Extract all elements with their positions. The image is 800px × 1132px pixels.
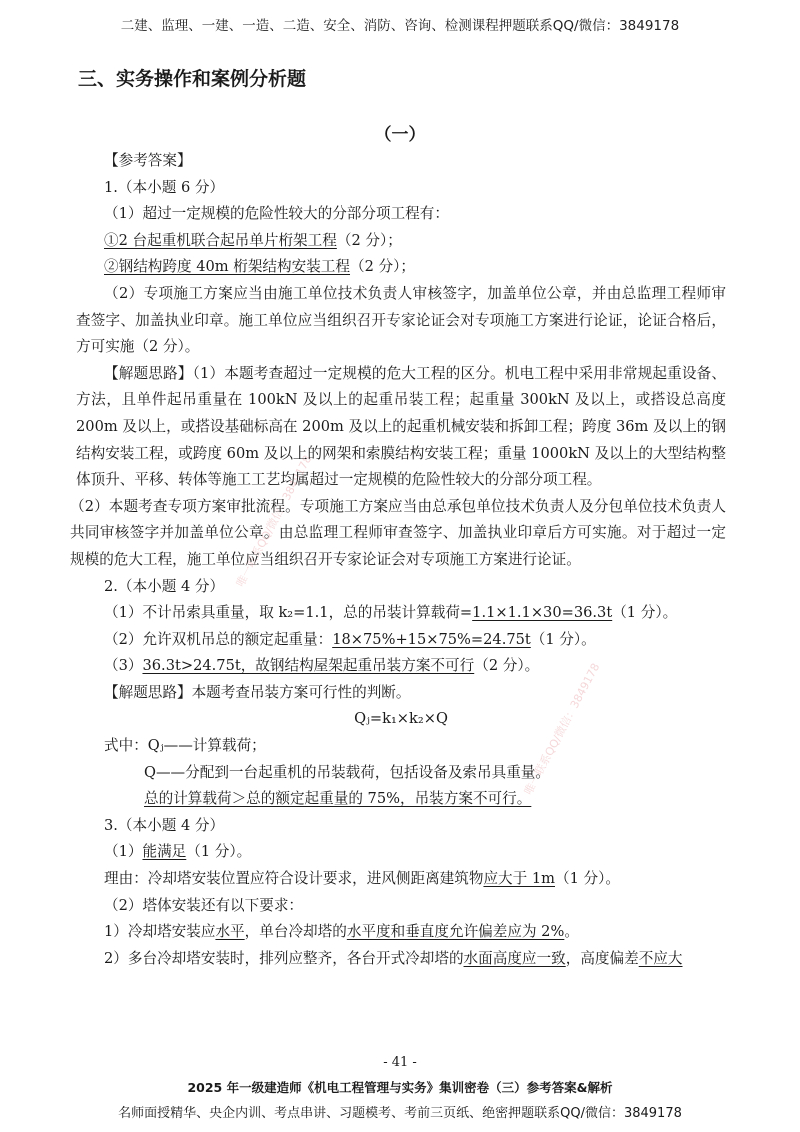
question-1-heading: 1.（本小题 6 分） (104, 178, 225, 196)
underlined-text: 能满足 (142, 843, 187, 861)
paragraph (76, 254, 726, 281)
underlined-text: 水平 (215, 923, 245, 941)
underlined-text: 水面高度应一致 (463, 949, 566, 967)
text: （1 分）。 (530, 630, 596, 648)
text: （2 分）。 (474, 657, 540, 675)
text: （2）允许双机吊总的额定起重量： (104, 630, 333, 648)
section-title: 三、实务操作和案例分析题 (78, 68, 307, 90)
text: 。 (564, 923, 579, 941)
text: （2 分）； (350, 258, 416, 276)
paragraph (76, 600, 726, 627)
paragraph (76, 786, 726, 813)
analysis-paragraph: （2）本题考查专项方案审批流程。专项施工方案应当由总承包单位技术负责人及分包单位技术负责人共同审核签字并加盖单位公章。由总监理工程师审查签字、加盖执业印章后方可实施。对于超过一定规模的危大工程，施工单位应当组织召开专家论证会对专项施工方案进行论证。 (70, 497, 726, 568)
page-number: - 41 - (383, 1055, 417, 1070)
paragraph: （2）塔体安装还有以下要求： (104, 896, 304, 914)
text: ，单台冷却塔的 (244, 923, 347, 941)
paragraph (76, 228, 726, 255)
text: （2 分）； (336, 231, 402, 249)
footer-contact: 名师面授精华、央企内训、考点串讲、习题模考、考前三页纸、绝密押题联系QQ/微信：3849178 (118, 1106, 682, 1121)
paragraph: （2）专项施工方案应当由施工单位技术负责人审核签字，加盖单位公章，并由总监理工程师审查签字、加盖执业印章。施工单位应当组织召开专家论证会对专项施工方案进行论证，论证合格后，方可实施（2 分）。 (76, 284, 726, 356)
answer-heading: 【参考答案】 (104, 152, 192, 169)
underlined-text: 总的计算载荷＞总的额定起重量的 75%，吊装方案不可行。 (144, 790, 532, 808)
analysis-paragraph: 【解题思路】本题考查吊装方案可行性的判断。 (104, 683, 411, 701)
underlined-text: ②钢结构跨度 40m 桁架结构安装工程 (104, 258, 351, 276)
question-2-heading: 2.（本小题 4 分） (104, 577, 225, 595)
paragraph (76, 946, 726, 973)
question-3-heading: 3.（本小题 4 分） (104, 816, 225, 834)
footer-title: 2025 年一级建造师《机电工程管理与实务》集训密卷（三）参考答案&解析 (187, 1080, 613, 1095)
text: （1 分）。 (612, 604, 678, 622)
paragraph (76, 627, 726, 654)
paragraph: 式中：Qⱼ——计算载荷； (104, 737, 266, 755)
underlined-text: 不应大 (638, 949, 683, 967)
watermark: 唯一联系QQ/微信：3849178 (521, 661, 603, 798)
text: （1 分）。 (555, 870, 620, 888)
text: 理由：冷却塔安装位置应符合设计要求，进风侧距离建筑物 (104, 870, 484, 888)
watermark: 唯一联系QQ/微信：3849178 (233, 453, 315, 590)
underlined-text: 水平度和垂直度允许偏差应为 2% (346, 923, 565, 941)
case-title: （一） (374, 125, 426, 145)
text: ，高度偏差 (565, 949, 639, 967)
text: （1） (104, 843, 143, 861)
text: （3） (104, 657, 143, 675)
paragraph (76, 919, 726, 946)
paragraph: Q——分配到一台起重机的吊装载荷，包括设备及索吊具重量。 (144, 763, 550, 781)
text: （1）不计吊索具重量，取 k₂=1.1，总的吊装计算载荷= (104, 604, 473, 622)
underlined-text: 1.1×1.1×30=36.3t (472, 604, 613, 622)
paragraph (76, 839, 726, 866)
underlined-text: 18×75%+15×75%=24.75t (332, 630, 531, 648)
text: 2）多台冷却塔安装时，排列应整齐，各台开式冷却塔的 (104, 949, 464, 967)
paragraph: （1）超过一定规模的危险性较大的分部分项工程有： (104, 205, 449, 223)
analysis-paragraph: 【解题思路】（1）本题考查超过一定规模的危大工程的区分。机电工程中采用非常规起重设备、方法，且单件起吊重量在 100kN 及以上的起重吊装工程；起重量 300kN 及以上，或搭设总高度 200m 及以上，或搭设基础标高在 200m 及以上的起重机械安装和拆卸工程；跨度 36m 及以上的钢结构安装工程，或跨度 60m 及以上的网架和索膜结构安装工程；重量 1000kN 及以上的大型结构整体顶升、平移、转体等施工工艺均属超过一定规模的危险性较大的分部分项工程。 (76, 364, 726, 489)
formula: Qⱼ=k₁×k₂×Q (354, 710, 448, 728)
text: （1 分）。 (186, 843, 252, 861)
underlined-text: 36.3t>24.75t，故钢结构屋架起重吊装方案不可行 (142, 657, 475, 675)
underlined-text: ①2 台起重机联合起吊单片桁架工程 (104, 231, 337, 249)
paragraph (76, 866, 726, 893)
underlined-text: 应大于 1m (483, 870, 555, 888)
paragraph (76, 653, 726, 680)
header-contact: 二建、监理、一建、一造、二造、安全、消防、咨询、检测课程押题联系QQ/微信：3849178 (120, 18, 680, 34)
text: 1）冷却塔安装应 (104, 923, 216, 941)
answer-body (70, 148, 726, 972)
